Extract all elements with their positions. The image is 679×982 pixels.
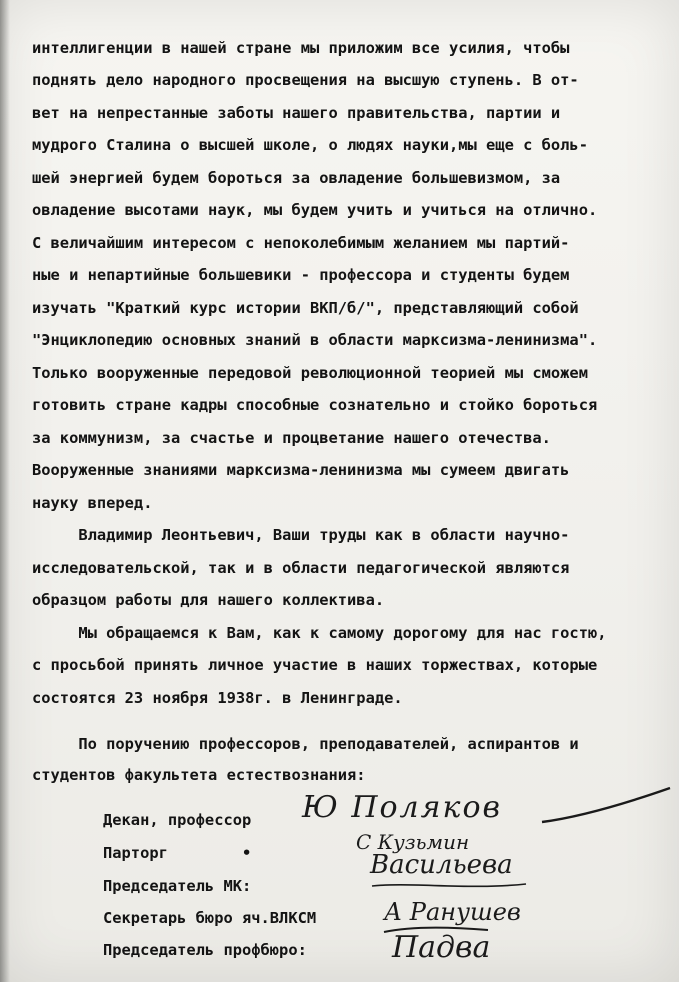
- body-line: изучать "Краткий курс истории ВКП/б/", представляющий собой: [32, 299, 579, 317]
- body-line: По поручению профессоров, преподавателей, аспирантов и: [32, 735, 579, 753]
- signature-partorg: С Кузьмин: [356, 830, 470, 854]
- signature-underline: [370, 878, 530, 892]
- bullet-mark: •: [242, 844, 252, 862]
- signatory-partorg: Парторг: [103, 844, 168, 862]
- body-line: науку вперед.: [32, 494, 153, 512]
- signature-overline: [382, 924, 492, 938]
- body-line: вет на непрестанные заботы нашего правительства, партии и: [32, 104, 561, 122]
- signatory-komsomol: Секретарь бюро яч.ВЛКСМ: [103, 909, 317, 927]
- signature-dean: Ю Поляков: [302, 790, 502, 825]
- body-line: поднять дело народного просвещения на высшую ступень. В от-: [32, 71, 579, 89]
- signatory-mk-chair: Председатель МК:: [103, 877, 252, 895]
- body-line: ные и непартийные большевики - профессора и студенты будем: [32, 266, 570, 284]
- body-line: студентов факультета естествознания:: [32, 766, 366, 784]
- signatory-union-chair: Председатель профбюро:: [103, 941, 307, 959]
- body-line: Мы обращаемся к Вам, как к самому дорогому для нас гостю,: [32, 624, 607, 642]
- body-line: готовить стране кадры способные сознательно и стойко бороться: [32, 396, 598, 414]
- body-line: С величайшим интересом с непоколебимым желанием мы партий-: [32, 234, 570, 252]
- signatory-dean: Декан, профессор: [103, 811, 252, 829]
- signature-mk: Васильева: [370, 850, 513, 880]
- body-line: образцом работы для нашего коллектива.: [32, 591, 385, 609]
- body-line: состоятся 23 ноября 1938г. в Ленинграде.: [32, 689, 403, 707]
- scan-edge-shadow: [0, 0, 10, 982]
- body-line: мудрого Сталина о высшей школе, о людях науки,мы еще с боль-: [32, 136, 588, 154]
- body-line: за коммунизм, за счастье и процветание нашего отечества.: [32, 429, 551, 447]
- body-line: шей энергией будем бороться за овладение большевизмом, за: [32, 169, 561, 187]
- signature-komsomol: А Ранушев: [384, 898, 521, 926]
- signature-flourish: [540, 782, 675, 832]
- body-line: овладение высотами наук, мы будем учить и учиться на отлично.: [32, 201, 598, 219]
- signature-union: Падва: [392, 930, 491, 965]
- body-line: "Энциклопедию основных знаний в области марксизма-ленинизма".: [32, 331, 598, 349]
- body-line: исследовательской, так и в области педагогической являются: [32, 559, 570, 577]
- body-line: Вооруженные знаниями марксизма-ленинизма мы сумеем двигать: [32, 461, 570, 479]
- body-line: с просьбой принять личное участие в наших торжествах, которые: [32, 656, 598, 674]
- body-line: Владимир Леонтьевич, Ваши труды как в области научно-: [32, 526, 570, 544]
- body-line: интеллигенции в нашей стране мы приложим все усилия, чтобы: [32, 39, 570, 57]
- body-line: Только вооруженные передовой революционной теорией мы сможем: [32, 364, 588, 382]
